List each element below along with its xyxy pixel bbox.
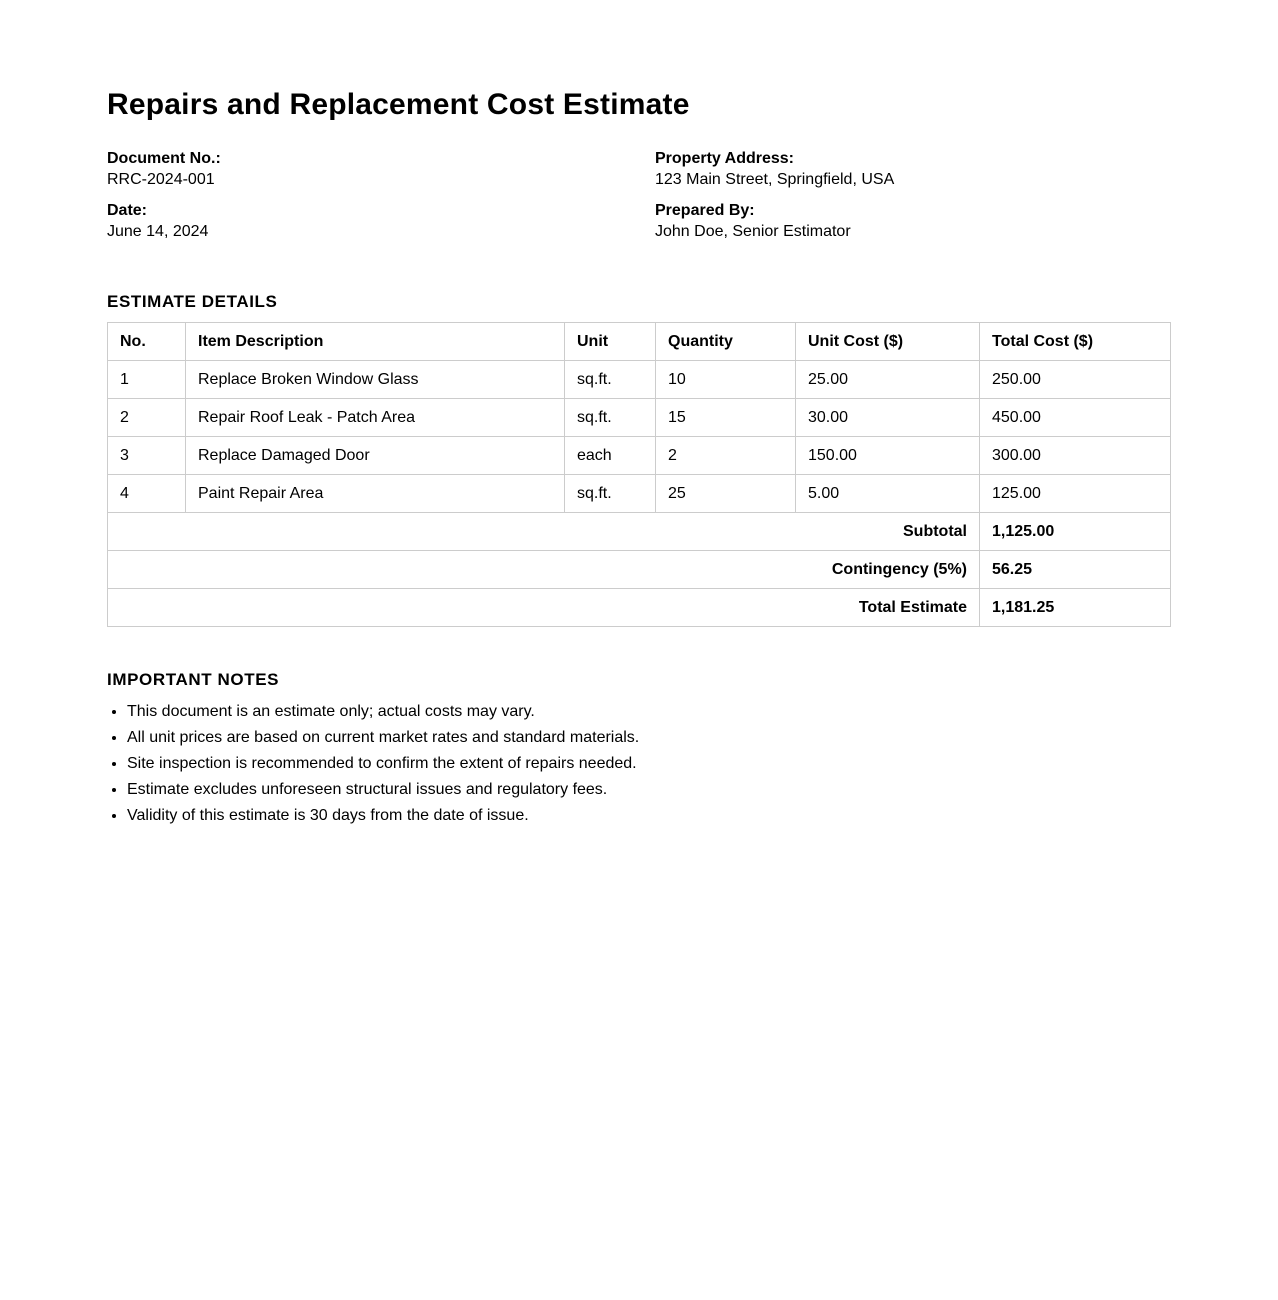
column-header-description: Item Description [186,323,565,361]
cell-quantity: 2 [656,437,796,475]
table-row [108,475,1171,513]
column-header-no: No. [108,323,186,361]
meta-prepared-by [655,200,1170,242]
contingency-value: 56.25 [980,551,1171,589]
meta-property-address [655,148,1170,190]
cell-no: 1 [108,361,186,399]
column-header-quantity: Quantity [656,323,796,361]
cell-unit: each [565,437,656,475]
cell-unit-cost: 30.00 [796,399,980,437]
total-estimate-label: Total Estimate [108,589,980,627]
cell-total-cost: 450.00 [980,399,1171,437]
meta-property-address-label: Property Address: [655,150,794,167]
page-title: Repairs and Replacement Cost Estimate [107,88,690,121]
important-notes-heading: IMPORTANT NOTES [107,670,280,689]
summary-row-total-estimate [108,589,1171,627]
table-row [108,399,1171,437]
cell-total-cost: 250.00 [980,361,1171,399]
column-header-unit-cost: Unit Cost ($) [796,323,980,361]
meta-property-address-value: 123 Main Street, Springfield, USA [655,171,895,188]
meta-date-value: June 14, 2024 [107,223,209,240]
document-meta [107,148,1170,242]
cell-description: Repair Roof Leak - Patch Area [186,399,565,437]
cell-description: Replace Damaged Door [186,437,565,475]
cell-quantity: 25 [656,475,796,513]
contingency-label: Contingency (5%) [108,551,980,589]
cell-no: 3 [108,437,186,475]
meta-date-label: Date: [107,202,148,219]
important-notes-section [107,670,1170,826]
subtotal-value: 1,125.00 [980,513,1171,551]
table-header-row [108,323,1171,361]
cell-no: 2 [108,399,186,437]
note-item: • This document is an estimate only; actual costs may vary. [127,702,1170,722]
note-item: • Estimate excludes unforeseen structural issues and regulatory fees. [127,780,1170,800]
table-row [108,437,1171,475]
cell-unit-cost: 5.00 [796,475,980,513]
subtotal-label: Subtotal [108,513,980,551]
cell-unit: sq.ft. [565,399,656,437]
estimate-details-section [107,292,1170,627]
estimate-table [107,322,1171,627]
cell-unit: sq.ft. [565,361,656,399]
cell-total-cost: 125.00 [980,475,1171,513]
meta-document-no-value: RRC-2024-001 [107,171,215,188]
notes-list [107,702,1170,826]
cell-total-cost: 300.00 [980,437,1171,475]
summary-row-contingency [108,551,1171,589]
cell-quantity: 15 [656,399,796,437]
cell-quantity: 10 [656,361,796,399]
estimate-details-heading: ESTIMATE DETAILS [107,292,278,311]
meta-date [107,200,655,242]
note-item: • Validity of this estimate is 30 days from the date of issue. [127,806,1170,826]
table-row [108,361,1171,399]
cell-unit: sq.ft. [565,475,656,513]
meta-document-no-label: Document No.: [107,150,221,167]
cell-no: 4 [108,475,186,513]
cell-unit-cost: 25.00 [796,361,980,399]
cell-description: Replace Broken Window Glass [186,361,565,399]
meta-document-no [107,148,655,190]
note-item: • Site inspection is recommended to confirm the extent of repairs needed. [127,754,1170,774]
cell-description: Paint Repair Area [186,475,565,513]
column-header-total-cost: Total Cost ($) [980,323,1171,361]
summary-row-subtotal [108,513,1171,551]
column-header-unit: Unit [565,323,656,361]
meta-prepared-by-value: John Doe, Senior Estimator [655,223,851,240]
total-estimate-value: 1,181.25 [980,589,1171,627]
cell-unit-cost: 150.00 [796,437,980,475]
meta-prepared-by-label: Prepared By: [655,202,755,219]
note-item: • All unit prices are based on current market rates and standard materials. [127,728,1170,748]
